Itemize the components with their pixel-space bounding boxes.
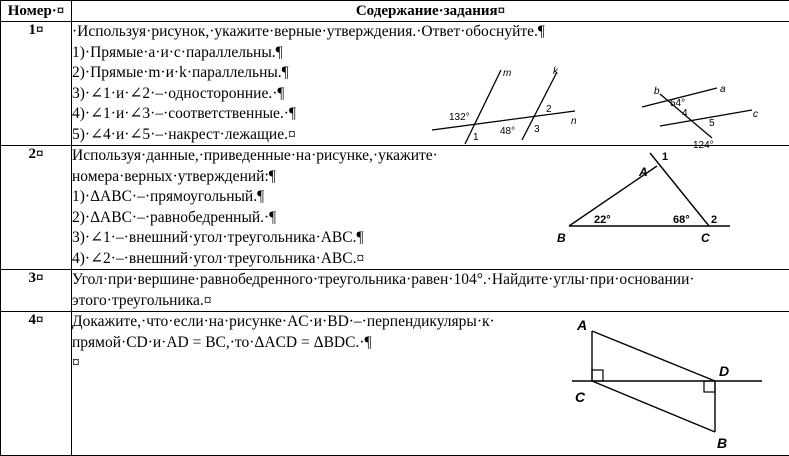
label-A: A xyxy=(638,165,648,179)
label-angle-68: 68° xyxy=(673,214,690,226)
label-a: a xyxy=(720,84,726,95)
label-pt2: 2 xyxy=(546,104,552,115)
task1-line-5: 5)·∠4·и·∠5·–·накрест·лежащие.¤ xyxy=(72,125,789,146)
task2-line-3: 2)·ΔABC·–·равнобедренный.·¶ xyxy=(72,208,789,229)
label-c: c xyxy=(753,109,758,120)
task3-line-0: Угол·при·вершине·равнобедренного·треугольника·равен·104°.·Найдите·углы·при·основании· xyxy=(72,270,789,291)
task1-line-2: 2)·Прямые·m·и·k·параллельны.¶ xyxy=(72,63,789,84)
task2-line-5: 4)·∠2·–·внешний·угол·треугольника·ABC.¤ xyxy=(72,249,789,270)
task-content-2 xyxy=(72,146,789,270)
label-C: C xyxy=(701,231,710,245)
task-number-3: 3¤ xyxy=(1,270,72,312)
figure-perpendiculars-acd xyxy=(567,314,767,449)
header-number: Номер·¤ xyxy=(1,1,72,22)
task-row-3 xyxy=(1,270,789,312)
task-row-1 xyxy=(1,22,789,146)
task-content-3 xyxy=(72,270,789,312)
label-angle-54: 54° xyxy=(670,98,685,109)
task3-line-1: этого·треугольника.¤ xyxy=(72,291,789,312)
task1-line-1: 1)·Прямые·a·и·c·параллельны.¶ xyxy=(72,43,789,64)
label-angle-48: 48° xyxy=(500,126,515,137)
label-b: b xyxy=(654,86,660,97)
label-pt1: 1 xyxy=(473,132,479,143)
task2-line-4: 3)·∠1·–·внешний·угол·треугольника·ABC.¶ xyxy=(72,228,789,249)
label-B: B xyxy=(557,231,566,245)
figure-triangle-abc xyxy=(552,148,732,248)
task2-line-1: номера·верных·утверждений:¶ xyxy=(72,167,789,188)
task4-line-0: Докажите,·что·если·на·рисунке·AC·и·BD·–·перпендикуляры·к· xyxy=(72,312,789,333)
label-m: m xyxy=(503,68,511,79)
label-pt1: 1 xyxy=(662,151,668,163)
task2-line-2: 1)·ΔABC·–·прямоугольный.¶ xyxy=(72,187,789,208)
task-number-4: 4¤ xyxy=(1,312,72,456)
label-angle-132: 132° xyxy=(449,112,470,123)
label-D: D xyxy=(719,363,729,379)
label-angle-124: 124° xyxy=(693,140,714,151)
label-C: C xyxy=(575,389,586,405)
task-row-2 xyxy=(1,146,789,270)
task-content-1 xyxy=(72,22,789,146)
label-pt2: 2 xyxy=(711,214,717,226)
task-number-1: 1¤ xyxy=(1,22,72,146)
label-pt4: 4 xyxy=(682,108,688,119)
label-pt3: 3 xyxy=(534,124,540,135)
task1-line-3: 3)·∠1·и·∠2·–·односторонние.·¶ xyxy=(72,84,789,105)
label-angle-22: 22° xyxy=(594,214,611,226)
label-B: B xyxy=(717,435,727,451)
label-n: n xyxy=(571,116,577,127)
task4-line-2: ¤ xyxy=(72,353,789,374)
figure-parallel-lines-a xyxy=(427,62,607,147)
task-content-4 xyxy=(72,312,789,456)
figure-parallel-lines-b xyxy=(632,62,767,147)
label-pt5: 5 xyxy=(709,118,715,129)
task-number-2: 2¤ xyxy=(1,146,72,270)
label-k: k xyxy=(553,66,559,77)
task4-line-1: прямой·CD·и·AD = BC,·то·ΔACD = ΔBDC.·¶ xyxy=(72,333,789,354)
task1-line-0: ·Используя·рисунок,·укажите·верные·утверждения.·Ответ·обоснуйте.¶ xyxy=(72,22,789,43)
task2-line-0: Используя·данные,·приведенные·на·рисунке,·укажите· xyxy=(72,146,789,167)
header-content: Содержание·задания¤ xyxy=(72,1,789,22)
task-row-4 xyxy=(1,312,789,456)
task1-line-4: 4)·∠1·и·∠3·–·соответственные.·¶ xyxy=(72,104,789,125)
label-A: A xyxy=(576,317,587,333)
